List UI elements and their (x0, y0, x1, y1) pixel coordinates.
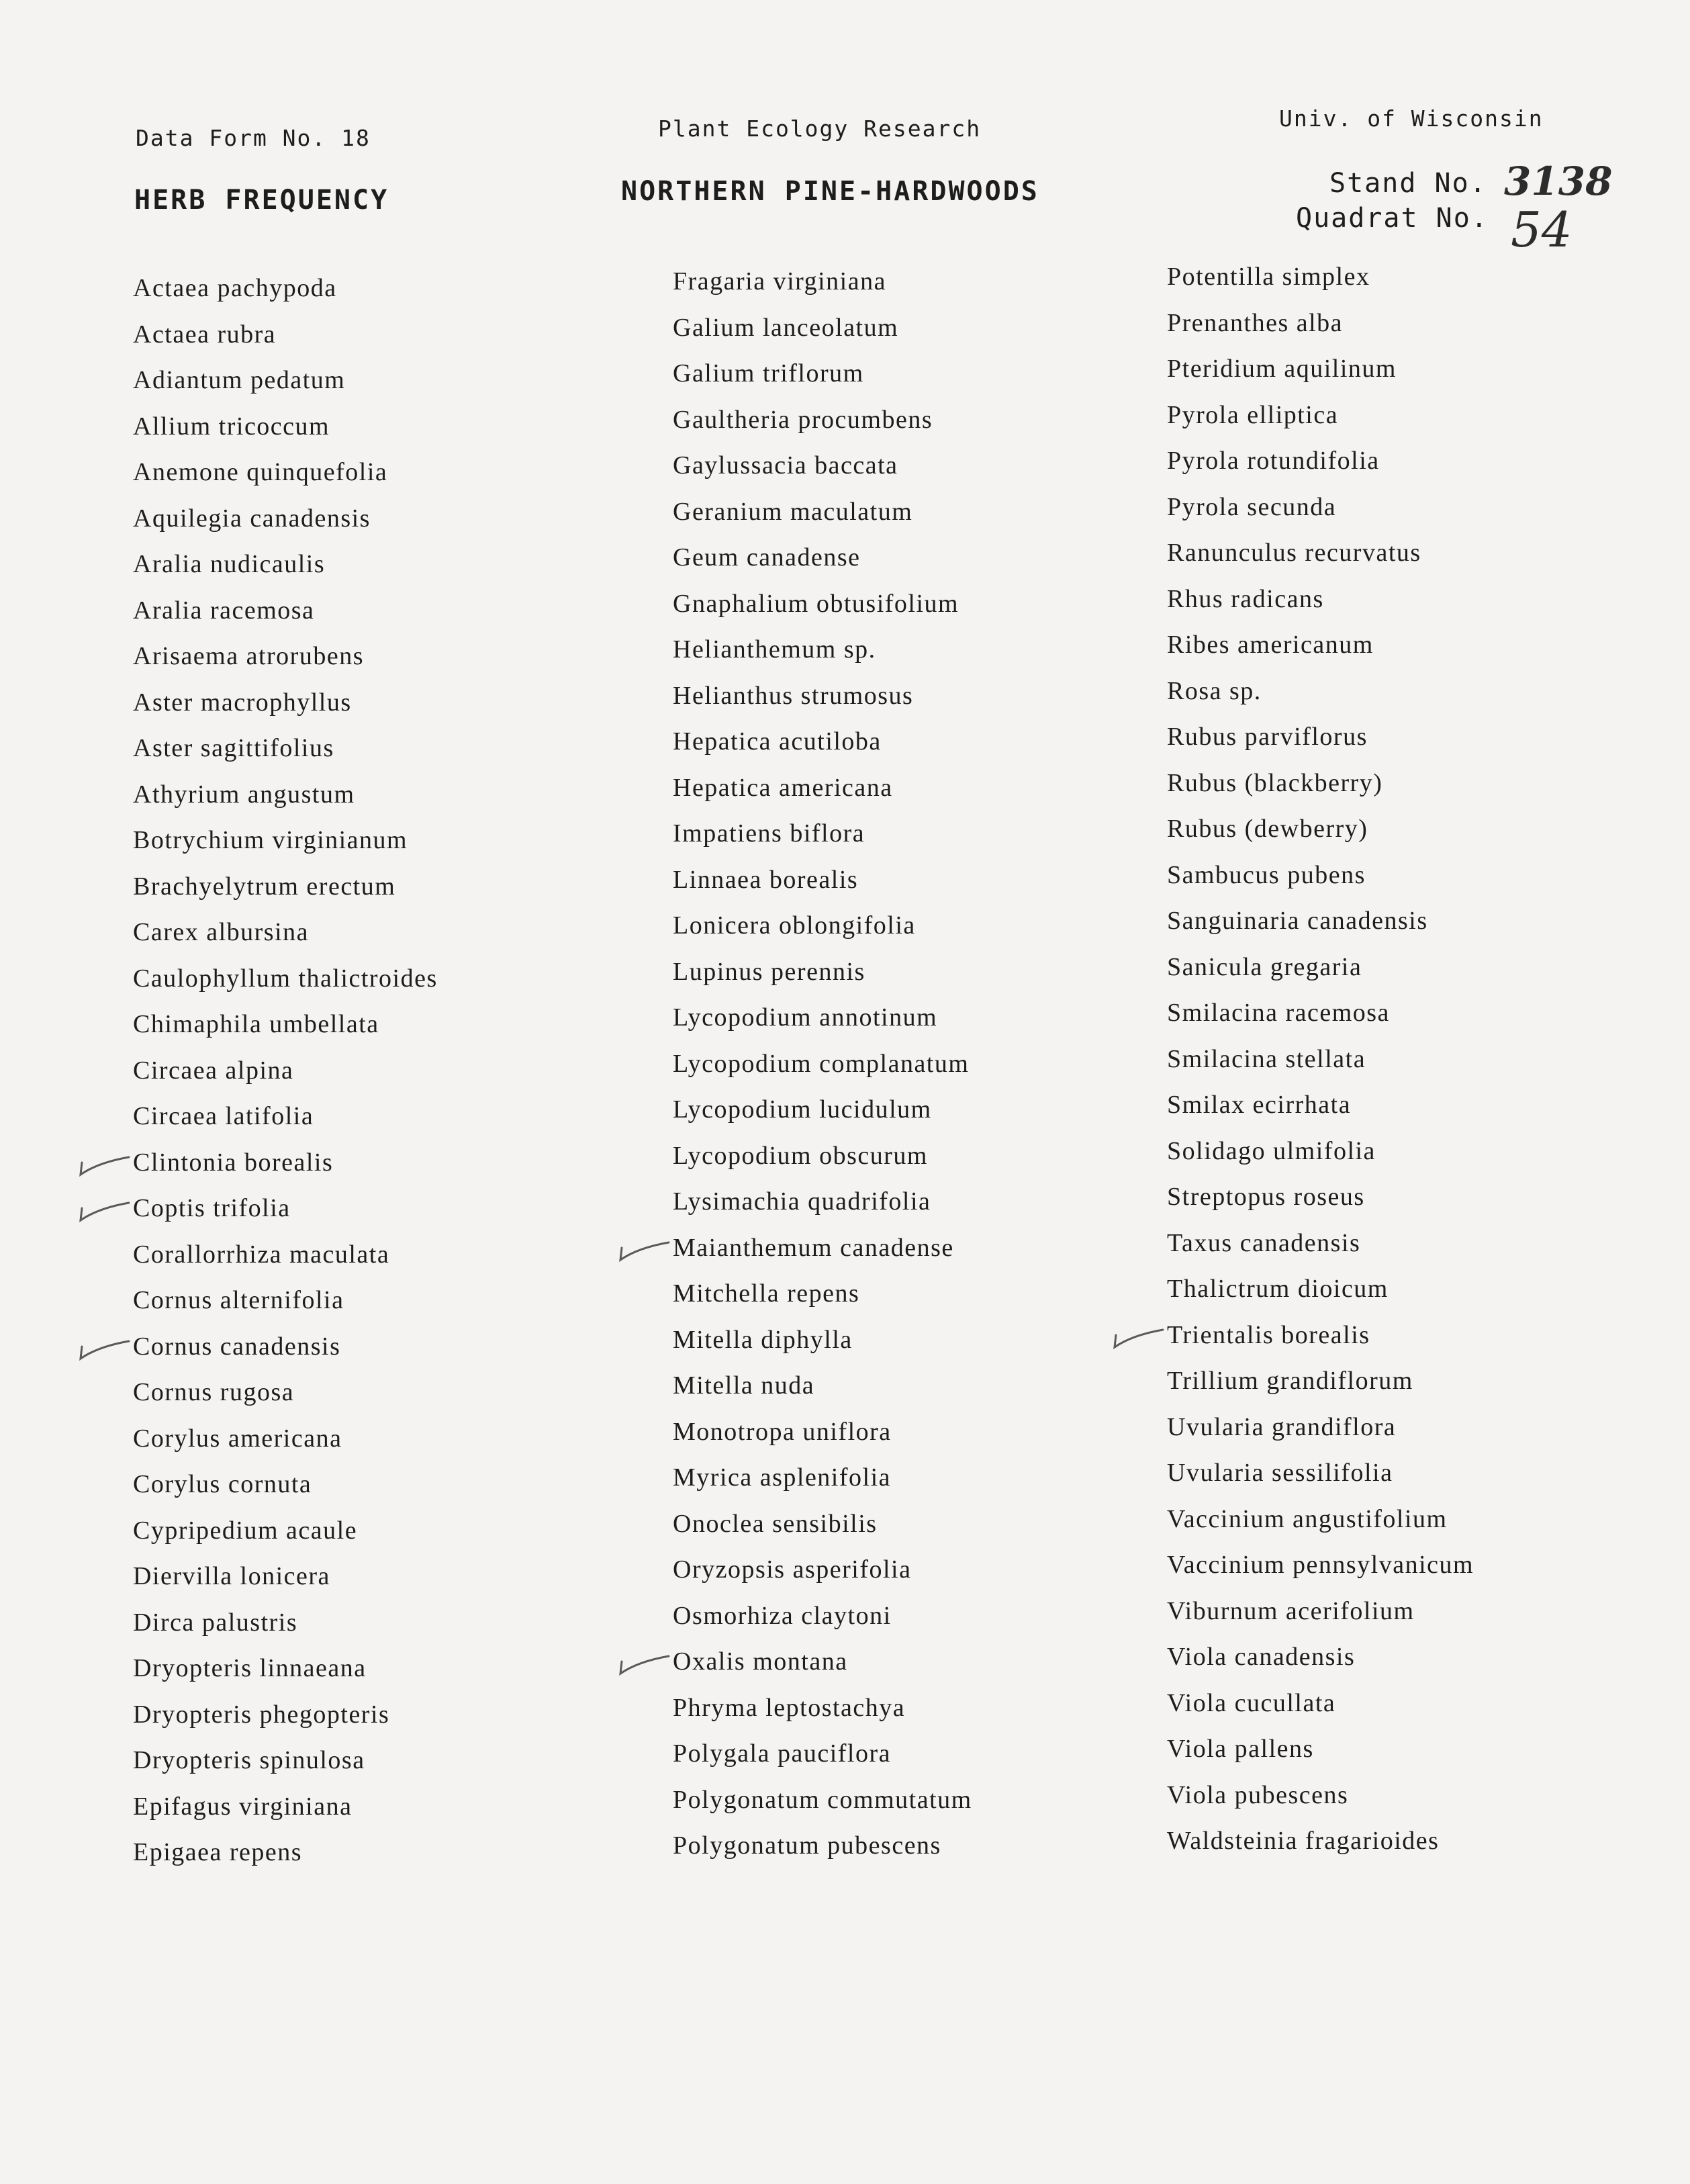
species-row (1167, 990, 1474, 1036)
species-name: Uvularia sessilifolia (1167, 1459, 1393, 1487)
species-name: Geum canadense (673, 543, 861, 572)
check-mark-icon (78, 1332, 132, 1365)
species-name: Dryopteris linnaeana (133, 1654, 367, 1682)
species-row (133, 1692, 438, 1738)
species-name: Osmorhiza claytoni (673, 1601, 892, 1630)
species-name: Vaccinium pennsylvanicum (1167, 1551, 1474, 1579)
check-mark-icon (78, 1193, 132, 1227)
species-name: Lycopodium lucidulum (673, 1095, 932, 1124)
species-row (1167, 530, 1474, 576)
species-row (133, 1093, 438, 1140)
species-name: Epigaea repens (133, 1838, 303, 1866)
stand-label: Stand No. (1329, 168, 1487, 199)
institution: Univ. of Wisconsin (1279, 105, 1544, 132)
species-name: Aster macrophyllus (133, 688, 352, 717)
species-name: Carex albursina (133, 918, 310, 946)
species-name: Dryopteris phegopteris (133, 1700, 390, 1729)
species-name: Trillium grandiflorum (1167, 1367, 1413, 1395)
species-row (1167, 1726, 1474, 1772)
species-name: Cornus canadensis (133, 1332, 341, 1361)
species-row (673, 719, 972, 765)
species-name: Rhus radicans (1167, 584, 1324, 613)
species-name: Streptopus roseus (1167, 1183, 1365, 1211)
species-name: Mitella nuda (673, 1371, 815, 1400)
species-row (673, 811, 972, 857)
species-name: Polygonatum commutatum (673, 1785, 972, 1814)
species-name: Viburnum acerifolium (1167, 1596, 1415, 1625)
species-row (673, 1685, 972, 1731)
species-name: Linnaea borealis (673, 865, 859, 894)
species-column-3 (1167, 254, 1474, 1864)
species-row (133, 1784, 438, 1830)
species-row (1167, 1496, 1474, 1543)
form-number: Data Form No. 18 (136, 125, 371, 151)
species-name: Gaultheria procumbens (673, 405, 933, 434)
species-name: Rubus (dewberry) (1167, 815, 1368, 843)
species-name: Smilacina stellata (1167, 1044, 1366, 1073)
species-row (133, 1600, 438, 1646)
species-row (1167, 668, 1474, 715)
species-name: Mitella diphylla (673, 1325, 853, 1354)
species-row (673, 259, 972, 305)
species-row (133, 1369, 438, 1416)
species-row (1167, 1404, 1474, 1451)
species-name: Thalictrum dioicum (1167, 1275, 1389, 1303)
species-name: Actaea rubra (133, 320, 277, 349)
species-row (1167, 1128, 1474, 1175)
species-name: Sanicula gregaria (1167, 952, 1362, 981)
species-name: Athyrium angustum (133, 780, 355, 809)
species-name: Botrychium virginianum (133, 826, 408, 854)
species-row (1167, 1680, 1474, 1727)
species-row (1167, 1036, 1474, 1083)
species-name: Sanguinaria canadensis (1167, 907, 1428, 935)
species-row (1167, 898, 1474, 944)
species-row (1167, 622, 1474, 668)
species-name: Uvularia grandiflora (1167, 1412, 1397, 1441)
species-name: Polygala pauciflora (673, 1739, 892, 1768)
species-row (133, 680, 438, 726)
species-row (133, 633, 438, 680)
species-row (673, 1823, 972, 1869)
species-name: Coptis trifolia (133, 1194, 291, 1222)
species-name: Smilax ecirrhata (1167, 1091, 1352, 1119)
species-row (1167, 1174, 1474, 1220)
species-name: Rubus parviflorus (1167, 723, 1368, 751)
species-row (673, 765, 972, 811)
species-name: Allium tricoccum (133, 412, 330, 441)
species-name: Cornus alternifolia (133, 1286, 344, 1314)
species-row (133, 1829, 438, 1876)
species-row (133, 1185, 438, 1232)
species-name: Cornus rugosa (133, 1378, 295, 1406)
community-title: NORTHERN PINE-HARDWOODS (621, 176, 1039, 207)
species-row (133, 956, 438, 1002)
species-name: Waldsteinia fragarioides (1167, 1827, 1440, 1855)
species-name: Hepatica acutiloba (673, 727, 882, 756)
species-row (1167, 1358, 1474, 1404)
species-row (133, 1001, 438, 1048)
species-row (1167, 852, 1474, 899)
species-name: Gnaphalium obtusifolium (673, 589, 959, 618)
species-name: Lysimachia quadrifolia (673, 1187, 931, 1216)
species-row (133, 1140, 438, 1186)
species-row (133, 772, 438, 818)
species-name: Pyrola elliptica (1167, 400, 1339, 429)
species-name: Corallorrhiza maculata (133, 1240, 390, 1269)
species-row (133, 404, 438, 450)
species-row (673, 1639, 972, 1685)
species-name: Actaea pachypoda (133, 274, 337, 302)
species-name: Gaylussacia baccata (673, 451, 898, 480)
species-row (1167, 1818, 1474, 1864)
species-row (133, 725, 438, 772)
species-row (133, 1508, 438, 1554)
species-name: Polygonatum pubescens (673, 1831, 941, 1860)
species-row (673, 535, 972, 581)
species-column-1 (133, 265, 438, 1876)
species-name: Vaccinium angustifolium (1167, 1504, 1448, 1533)
species-row (673, 1777, 972, 1823)
species-row (133, 1277, 438, 1324)
species-row (1167, 1266, 1474, 1312)
species-row (133, 1645, 438, 1692)
species-name: Circaea alpina (133, 1056, 294, 1085)
species-row (133, 1416, 438, 1462)
species-row (673, 581, 972, 627)
species-name: Impatiens biflora (673, 819, 865, 848)
species-name: Prenanthes alba (1167, 308, 1344, 337)
quadrat-number: 54 (1511, 201, 1572, 258)
species-name: Anemone quinquefolia (133, 458, 388, 486)
species-name: Maianthemum canadense (673, 1233, 954, 1262)
species-row (673, 1455, 972, 1501)
species-name: Circaea latifolia (133, 1102, 314, 1130)
species-name: Oryzopsis asperifolia (673, 1555, 912, 1584)
species-row (673, 949, 972, 995)
species-name: Pteridium aquilinum (1167, 355, 1397, 383)
species-row (673, 1041, 972, 1087)
species-name: Caulophyllum thalictroides (133, 964, 438, 993)
species-row (673, 351, 972, 397)
species-name: Ribes americanum (1167, 631, 1374, 659)
quadrat-label: Quadrat No. (1296, 203, 1489, 234)
species-name: Hepatica americana (673, 773, 893, 802)
species-name: Diervilla lonicera (133, 1562, 330, 1590)
species-row (1167, 1312, 1474, 1359)
check-mark-icon (78, 1148, 132, 1181)
species-row (673, 1225, 972, 1271)
check-mark-icon (1112, 1320, 1166, 1354)
species-row (673, 305, 972, 351)
species-row (673, 489, 972, 535)
species-name: Lycopodium obscurum (673, 1141, 928, 1170)
species-name: Onoclea sensibilis (673, 1509, 878, 1538)
species-row (133, 864, 438, 910)
species-name: Aralia racemosa (133, 596, 315, 625)
species-name: Potentilla simplex (1167, 263, 1370, 291)
species-row (1167, 1634, 1474, 1680)
species-name: Galium lanceolatum (673, 313, 899, 342)
species-row (1167, 1772, 1474, 1819)
species-row (133, 541, 438, 588)
species-name: Rosa sp. (1167, 676, 1262, 705)
species-name: Sambucus pubens (1167, 860, 1366, 889)
species-name: Arisaema atrorubens (133, 642, 364, 670)
species-row (673, 1087, 972, 1133)
check-mark-icon (618, 1233, 671, 1267)
species-name: Pyrola secunda (1167, 492, 1337, 521)
stand-number: 3138 (1504, 158, 1613, 204)
species-row (1167, 576, 1474, 623)
species-row (133, 909, 438, 956)
species-name: Lupinus perennis (673, 957, 865, 986)
species-name: Phryma leptostachya (673, 1693, 906, 1722)
species-name: Geranium maculatum (673, 497, 913, 526)
species-row (1167, 484, 1474, 531)
species-row (673, 627, 972, 673)
species-row (673, 1547, 972, 1593)
species-row (673, 1409, 972, 1455)
species-row (133, 312, 438, 358)
lab-name: Plant Ecology Research (658, 116, 982, 142)
species-row (133, 1232, 438, 1278)
species-row (1167, 1542, 1474, 1588)
species-name: Brachyelytrum erectum (133, 872, 396, 901)
species-row (673, 857, 972, 903)
species-row (1167, 392, 1474, 439)
form-title: HERB FREQUENCY (134, 185, 389, 216)
check-mark-icon (618, 1647, 671, 1680)
species-row (673, 673, 972, 719)
species-row (1167, 806, 1474, 852)
species-row (673, 1179, 972, 1225)
species-row (133, 357, 438, 404)
species-name: Adiantum pedatum (133, 366, 346, 394)
species-row (673, 397, 972, 443)
species-row (673, 1363, 972, 1409)
species-name: Epifagus virginiana (133, 1792, 353, 1821)
species-row (673, 1593, 972, 1639)
species-row (133, 1461, 438, 1508)
species-name: Aster sagittifolius (133, 734, 334, 762)
species-name: Monotropa uniflora (673, 1417, 892, 1446)
species-row (133, 496, 438, 542)
species-row (1167, 1588, 1474, 1635)
species-row (1167, 1082, 1474, 1128)
species-row (1167, 714, 1474, 760)
species-row (673, 443, 972, 489)
species-name: Helianthemum sp. (673, 635, 876, 664)
species-name: Corylus americana (133, 1424, 342, 1453)
species-name: Trientalis borealis (1167, 1320, 1370, 1349)
species-name: Oxalis montana (673, 1647, 848, 1676)
species-row (1167, 760, 1474, 807)
species-row (1167, 438, 1474, 484)
species-row (673, 1731, 972, 1777)
species-row (1167, 944, 1474, 991)
species-name: Mitchella repens (673, 1279, 860, 1308)
species-name: Corylus cornuta (133, 1470, 312, 1498)
species-name: Lycopodium annotinum (673, 1003, 938, 1032)
species-row (673, 1317, 972, 1363)
species-row (1167, 346, 1474, 392)
species-name: Helianthus strumosus (673, 681, 914, 710)
species-row (1167, 1220, 1474, 1267)
species-name: Dirca palustris (133, 1608, 298, 1637)
species-name: Rubus (blackberry) (1167, 768, 1383, 797)
species-name: Viola canadensis (1167, 1643, 1356, 1671)
species-row (1167, 254, 1474, 300)
species-name: Dryopteris spinulosa (133, 1746, 365, 1774)
species-name: Galium triflorum (673, 359, 864, 388)
species-row (133, 1048, 438, 1094)
species-name: Solidago ulmifolia (1167, 1136, 1376, 1165)
species-row (133, 588, 438, 634)
species-row (1167, 300, 1474, 347)
species-row (673, 995, 972, 1041)
species-row (133, 1553, 438, 1600)
species-row (673, 1133, 972, 1179)
species-row (133, 1324, 438, 1370)
species-name: Taxus canadensis (1167, 1228, 1361, 1257)
species-name: Fragaria virginiana (673, 267, 886, 295)
species-name: Viola pallens (1167, 1735, 1314, 1763)
species-name: Smilacina racemosa (1167, 999, 1390, 1027)
species-name: Cypripedium acaule (133, 1516, 358, 1545)
species-name: Aralia nudicaulis (133, 550, 326, 578)
species-name: Lonicera oblongifolia (673, 911, 916, 940)
species-row (133, 817, 438, 864)
species-name: Clintonia borealis (133, 1148, 334, 1177)
species-row (133, 449, 438, 496)
species-row (673, 903, 972, 949)
species-column-2 (673, 259, 972, 1869)
species-row (673, 1271, 972, 1317)
species-name: Pyrola rotundifolia (1167, 447, 1380, 475)
species-name: Lycopodium complanatum (673, 1049, 970, 1078)
species-row (133, 1737, 438, 1784)
species-name: Ranunculus recurvatus (1167, 539, 1421, 567)
species-name: Viola cucullata (1167, 1688, 1336, 1717)
species-row (1167, 1450, 1474, 1496)
species-name: Viola pubescens (1167, 1780, 1349, 1809)
species-row (673, 1501, 972, 1547)
species-name: Myrica asplenifolia (673, 1463, 892, 1492)
species-name: Aquilegia canadensis (133, 504, 371, 533)
species-row (133, 265, 438, 312)
species-name: Chimaphila umbellata (133, 1010, 379, 1038)
